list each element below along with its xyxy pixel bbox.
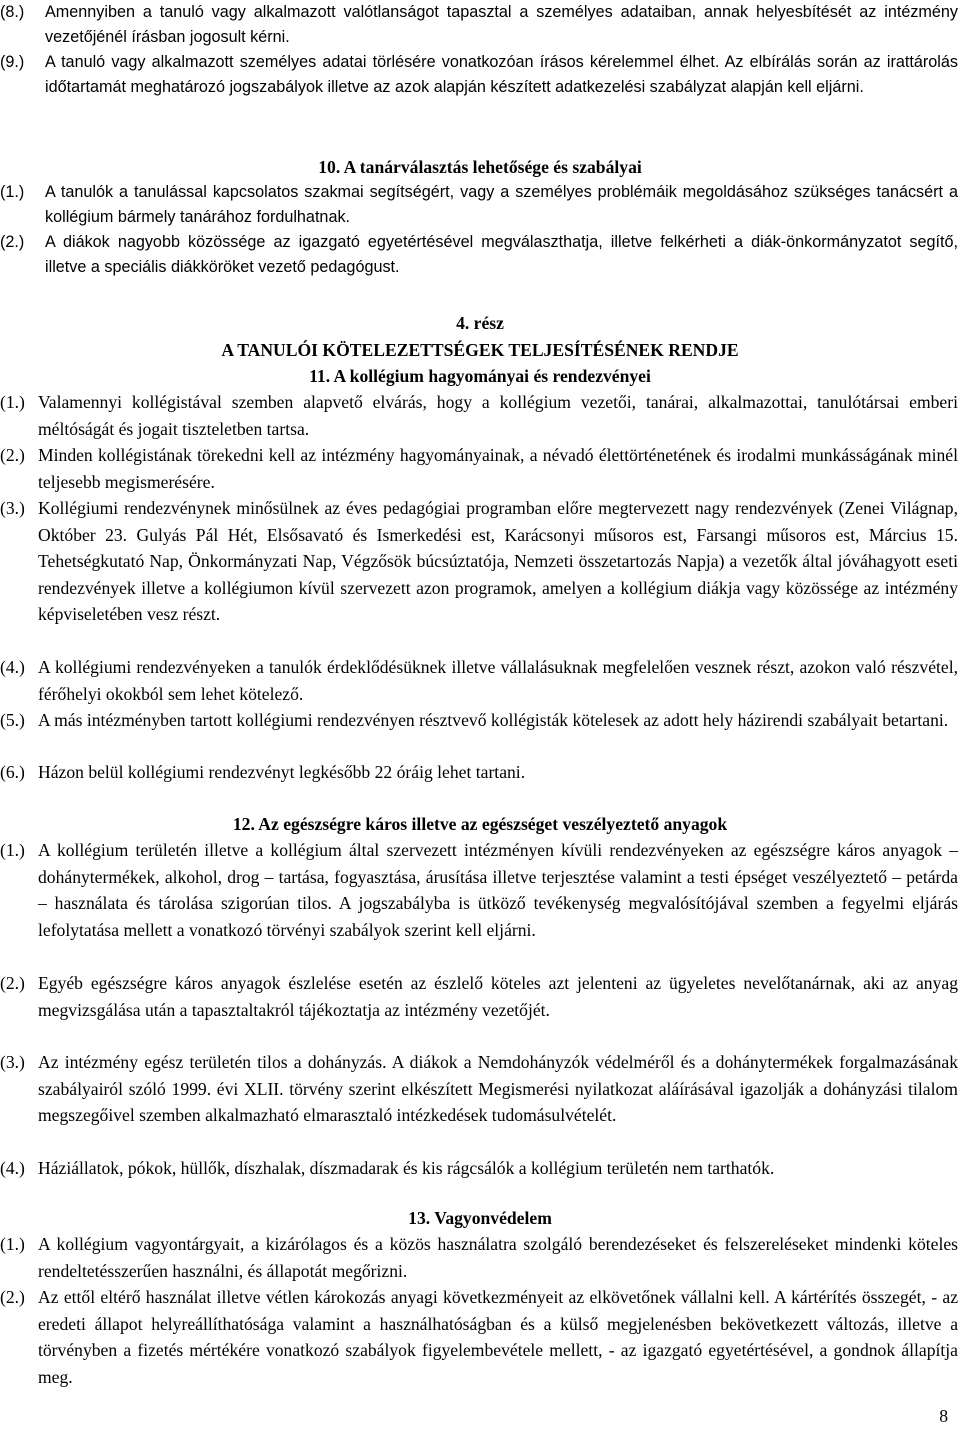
- item-text: A tanuló vagy alkalmazott személyes adatai törlésére vonatkozóan írásos kérelemmel élhet. Az elbírálás során az irattárolás időtartamát meghatározó jogszabályok illetve az azok alapján készített adatkezelési szabályzat alapján kell eljárni.: [45, 53, 958, 96]
- item-number: (5.): [0, 710, 25, 730]
- paragraph-item: [0, 1049, 958, 1129]
- item-number: (4.): [0, 657, 25, 677]
- item-text: A diákok nagyobb közössége az igazgató egyetértésével megválaszthatja, illetve felkérheti a diák-önkormányzatot segítő, illetve a speciális diákköröket vezető pedagógust.: [45, 233, 958, 276]
- page-number: 8: [939, 1406, 948, 1426]
- paragraph-item: [0, 654, 958, 707]
- item-number: (3.): [0, 498, 25, 518]
- section-heading: 13. Vagyonvédelem: [408, 1208, 552, 1228]
- paragraph-item: [0, 970, 958, 1023]
- item-text: A kollégium vagyontárgyait, a kizárólagos és a közös használatra szolgáló berendezéseket és felszereléseket mindenki köteles rendeltetésszerűen használni, és állapotát megőrizni.: [38, 1234, 958, 1281]
- item-text: Az intézmény egész területén tilos a dohányzás. A diákok a Nemdohányzók védelméről és a dohánytermékek forgalmazásának szabályairól szóló 1999. évi XLII. törvény szerint elkészített Megismerési nyilatkozat aláírásával igazolják a dohányzási tilalom megszegőivel szemben alkalmazható elmarasztaló intézkedések tudomásulvételét.: [38, 1052, 958, 1125]
- item-text: Az ettől eltérő használat illetve vétlen károkozás anyagi következményeit az elkövetőnek vállalni kell. A kártérítés összegét, - az eredeti állapot helyreállíthatósága valamint a használhatóságban és a külső megjelenésben bekövetkezett változás, illetve a törvényben a fizetés mértékére vonatkozó szabályok figyelembevétele mellett, - az igazgató egyetértésével, a gondnok állapítja meg.: [38, 1287, 958, 1387]
- paragraph-item: [0, 1284, 958, 1390]
- item-number: (3.): [0, 1052, 25, 1072]
- item-number: (2.): [0, 973, 25, 993]
- paragraph-item: [0, 389, 958, 442]
- item-text: A kollégiumi rendezvényeken a tanulók érdeklődésüknek illetve vállalásuknak megfelelően vesznek részt, azokon való részvétel, férőhelyi okokból sem lehet kötelező.: [38, 657, 958, 704]
- item-number: (8.): [0, 3, 25, 21]
- item-number: (4.): [0, 1158, 25, 1178]
- item-number: (9.): [0, 53, 25, 71]
- paragraph-item: [0, 1231, 958, 1284]
- paragraph-item: [0, 230, 958, 280]
- item-text: A kollégium területén illetve a kollégium által szervezett intézményen kívüli rendezvényeken az egészségre káros anyagok – dohánytermékek, alkohol, drog – tartása, fogyasztása, árusítása illetve terjesztése valamint a testi épséget veszélyeztető – petárda – használata és tárolása szigorúan tilos. A jogszabályba is ütköző tevékenység megvalósítójával szemben a fegyelmi eljárás lefolytatása mellett a vonatkozó törvényi szabályok szerint kell eljárni.: [38, 840, 958, 940]
- section-heading: 10. A tanárválasztás lehetősége és szabályai: [318, 157, 642, 177]
- item-number: (1.): [0, 183, 25, 201]
- paragraph-item: [0, 1155, 958, 1182]
- item-number: (1.): [0, 1234, 25, 1254]
- item-number: (2.): [0, 445, 25, 465]
- paragraph-item: [0, 442, 958, 495]
- paragraph-item: [0, 837, 958, 943]
- section-heading: 11. A kollégium hagyományai és rendezvényei: [309, 366, 651, 386]
- item-number: (6.): [0, 762, 25, 782]
- item-number: (2.): [0, 1287, 25, 1307]
- item-text: Valamennyi kollégistával szemben alapvető elvárás, hogy a kollégium vezetői, tanárai, alkalmazottai, tanulótársai emberi méltóságát és jogait tiszteletben tartsa.: [38, 392, 958, 439]
- item-text: Háziállatok, pókok, hüllők, díszhalak, díszmadarak és kis rágcsálók a kollégium területén nem tarthatók.: [38, 1158, 775, 1178]
- item-text: A tanulók a tanulással kapcsolatos szakmai segítségért, vagy a személyes problémáik megoldásához szükséges tanácsért a kollégium bármely tanárához fordulhatnak.: [45, 183, 958, 226]
- item-text: Amennyiben a tanuló vagy alkalmazott valótlanságot tapasztal a személyes adataiban, annak helyesbítését az intézmény vezetőjénél írásban jogosult kérni.: [45, 3, 958, 46]
- paragraph-item: [0, 180, 958, 230]
- item-number: (1.): [0, 392, 25, 412]
- part-subtitle: A TANULÓI KÖTELEZETTSÉGEK TELJESÍTÉSÉNEK RENDJE: [221, 340, 739, 360]
- paragraph-item: [0, 495, 958, 628]
- item-text: Minden kollégistának törekedni kell az intézmény hagyományainak, a névadó élettörténetének és irodalmi munkásságának minél teljesebb megismerésére.: [38, 445, 958, 492]
- item-number: (2.): [0, 233, 25, 251]
- item-text: Egyéb egészségre káros anyagok észlelése esetén az észlelő köteles azt jelenteni az ügyeletes nevelőtanárnak, aki az anyag megvizsgálása után a tapasztaltakról tájékoztatja az intézmény vezetőjét.: [38, 973, 958, 1020]
- item-text: Kollégiumi rendezvénynek minősülnek az éves pedagógiai programban előre megtervezett nagy rendezvények (Zenei Világnap, Október 23. Gulyás Pál Hét, Elsősavató és Ismerkedési est, Karácsonyi műsoros est, Farsangi műsoros est, Március 15. Tehetségkutató Nap, Önkormányzati Nap, Végzősök búcsúztatója, Nemzeti összetartozás Napja) a vezetők által jóváhagyott eseti rendezvények illetve a kollégiumon kívül szervezett azon programok, amelyen a kollégium diákja vagy közössége az intézmény képviseletében vesz részt.: [38, 498, 958, 624]
- item-number: (1.): [0, 840, 25, 860]
- section-heading: 12. Az egészségre káros illetve az egészséget veszélyeztető anyagok: [232, 814, 728, 834]
- item-text: Házon belül kollégiumi rendezvényt legkésőbb 22 óráig lehet tartani.: [38, 762, 526, 782]
- paragraph-item: [0, 759, 958, 786]
- paragraph-item: [0, 50, 958, 100]
- item-text: A más intézményben tartott kollégiumi rendezvényen résztvevő kollégisták kötelesek az adott hely házirendi szabályait betartani.: [38, 710, 949, 730]
- paragraph-item: [0, 707, 958, 734]
- part-title: 4. rész: [456, 313, 504, 333]
- paragraph-item: [0, 0, 958, 50]
